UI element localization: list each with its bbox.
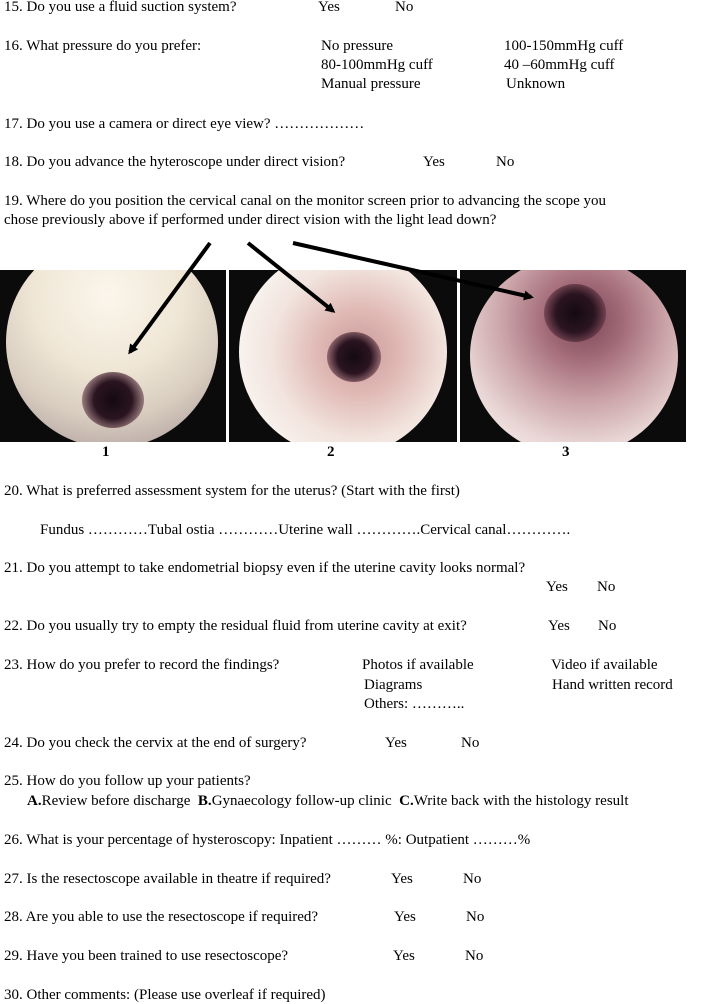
q23-option-others[interactable]: Others: ……….. [364, 696, 465, 712]
q16-option-80-100[interactable]: 80-100mmHg cuff [321, 57, 433, 73]
q23-text: 23. How do you prefer to record the findings? [4, 657, 280, 673]
q26-text: 26. What is your percentage of hysteroscopy: Inpatient ……… %: Outpatient ………% [4, 832, 531, 848]
q21-no[interactable]: No [597, 579, 616, 595]
q27-text: 27. Is the resectoscope available in theatre if required? [4, 871, 331, 887]
q15-text: 15. Do you use a fluid suction system? [4, 0, 237, 15]
q21-text: 21. Do you attempt to take endometrial biopsy even if the uterine cavity looks normal? [4, 560, 526, 576]
q23-option-video[interactable]: Video if available [551, 657, 658, 673]
q16-option-100-150[interactable]: 100-150mmHg cuff [504, 38, 624, 54]
q16-option-40-60[interactable]: 40 –60mmHg cuff [504, 57, 615, 73]
q24-no[interactable]: No [461, 735, 480, 751]
q18-text: 18. Do you advance the hyteroscope under direct vision? [4, 154, 346, 170]
q20-text: 20. What is preferred assessment system for the uterus? (Start with the first) [4, 483, 460, 499]
q28-yes[interactable]: Yes [394, 909, 416, 925]
q29-yes[interactable]: Yes [393, 948, 415, 964]
image-label-1: 1 [102, 444, 110, 460]
q28-no[interactable]: No [466, 909, 485, 925]
q27-yes[interactable]: Yes [391, 871, 413, 887]
q22-yes[interactable]: Yes [548, 618, 570, 634]
q22-text: 22. Do you usually try to empty the residual fluid from uterine cavity at exit? [4, 618, 467, 634]
q30-text: 30. Other comments: (Please use overleaf if required) [4, 987, 326, 1003]
q23-option-photos[interactable]: Photos if available [362, 657, 474, 673]
q25-letter-b: B. [197, 793, 212, 809]
q25-letter-a: A. [27, 793, 42, 809]
q16-option-manual[interactable]: Manual pressure [321, 76, 421, 92]
q17-text: 17. Do you use a camera or direct eye view? ……………… [4, 116, 365, 132]
q19-line1: 19. Where do you position the cervical canal on the monitor screen prior to advancing the scope you [4, 193, 607, 209]
q20-options[interactable]: Fundus …………Tubal ostia …………Uterine wall ………….Cervical canal…………. [40, 522, 571, 538]
q18-yes[interactable]: Yes [423, 154, 445, 170]
q25-text: 25. How do you follow up your patients? [4, 773, 251, 789]
q21-yes[interactable]: Yes [546, 579, 568, 595]
arrow-to-image-1 [130, 243, 210, 352]
q29-text: 29. Have you been trained to use resectoscope? [4, 948, 289, 964]
q23-option-handwritten[interactable]: Hand written record [552, 677, 673, 693]
image-label-3: 3 [562, 444, 570, 460]
q16-text: 16. What pressure do you prefer: [4, 38, 202, 54]
q16-option-unknown[interactable]: Unknown [506, 76, 566, 92]
q24-text: 24. Do you check the cervix at the end of surgery? [4, 735, 307, 751]
q18-no[interactable]: No [496, 154, 515, 170]
q19-line2: chose previously above if performed under direct vision with the light lead down? [4, 212, 497, 228]
q27-no[interactable]: No [463, 871, 482, 887]
image-label-2: 2 [327, 444, 335, 460]
q22-no[interactable]: No [598, 618, 617, 634]
q24-yes[interactable]: Yes [385, 735, 407, 751]
q25-option-a: Review before discharge [41, 793, 191, 809]
q25-option-c: Write back with the histology result [413, 793, 629, 809]
q25-options[interactable] [27, 792, 629, 810]
arrow-to-image-3 [293, 243, 531, 297]
q28-text: 28. Are you able to use the resectoscope if required? [4, 909, 319, 925]
q16-option-no-pressure[interactable]: No pressure [321, 38, 394, 54]
q29-no[interactable]: No [465, 948, 484, 964]
q25-option-b: Gynaecology follow-up clinic [211, 793, 392, 809]
q25-letter-c: C. [399, 793, 414, 809]
q23-option-diagrams[interactable]: Diagrams [364, 677, 423, 693]
q15-no[interactable]: No [395, 0, 414, 15]
q15-yes[interactable]: Yes [318, 0, 340, 15]
arrow-to-image-2 [248, 243, 333, 311]
